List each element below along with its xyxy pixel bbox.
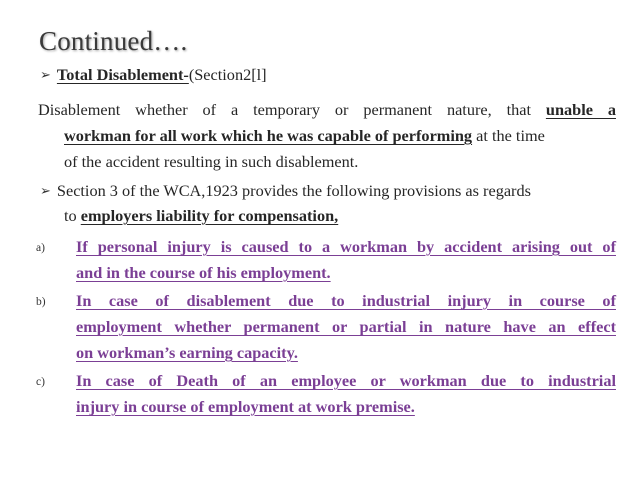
bullet-total-disablement	[40, 62, 267, 89]
bullet-section3-line-1	[40, 178, 616, 205]
definition-text: Disablement whether of a temporary or permanent nature, that	[38, 100, 546, 119]
definition-bold: unable a	[545, 100, 616, 119]
item-b-line-1: In case of disablement due to industrial injury in course of	[76, 291, 616, 310]
bullet-bold: employers liability for compensation,	[80, 206, 339, 225]
item-c-marker: c)	[36, 376, 45, 388]
definition-line-3: of the accident resulting in such disablement.	[64, 152, 359, 171]
item-b-marker: b)	[36, 296, 46, 308]
item-a-line-2: and in the course of his employment.	[76, 263, 331, 282]
bullet-heading: Total Disablement-	[56, 65, 189, 84]
definition-bold: workman for all work which he was capable of performing	[64, 126, 473, 145]
item-a-marker: a)	[36, 242, 45, 254]
slide-title: Continued….	[39, 26, 188, 56]
bullet-text: Section 3 of the WCA,1923 provides the following provisions as regards	[56, 181, 531, 200]
bullet-text: to	[64, 206, 81, 225]
bullet-reference: (Section2[l]	[188, 65, 267, 84]
item-c-line-1: In case of Death of an employee or workman due to industrial	[76, 371, 616, 390]
bullet-section3-line-2	[64, 203, 338, 229]
arrow-bullet-icon: ➢	[40, 183, 51, 198]
item-c-line-2: injury in course of employment at work premise.	[76, 397, 415, 416]
arrow-bullet-icon: ➢	[40, 67, 51, 82]
item-a-line-1: If personal injury is caused to a workman by accident arising out of	[76, 237, 616, 256]
definition-line-1	[38, 97, 616, 123]
definition-text: at the time	[472, 126, 545, 145]
definition-line-2	[64, 123, 616, 149]
item-b-line-2: employment whether permanent or partial in nature have an effect	[76, 317, 616, 336]
item-b-line-3: on workman’s earning capacity.	[76, 343, 298, 362]
